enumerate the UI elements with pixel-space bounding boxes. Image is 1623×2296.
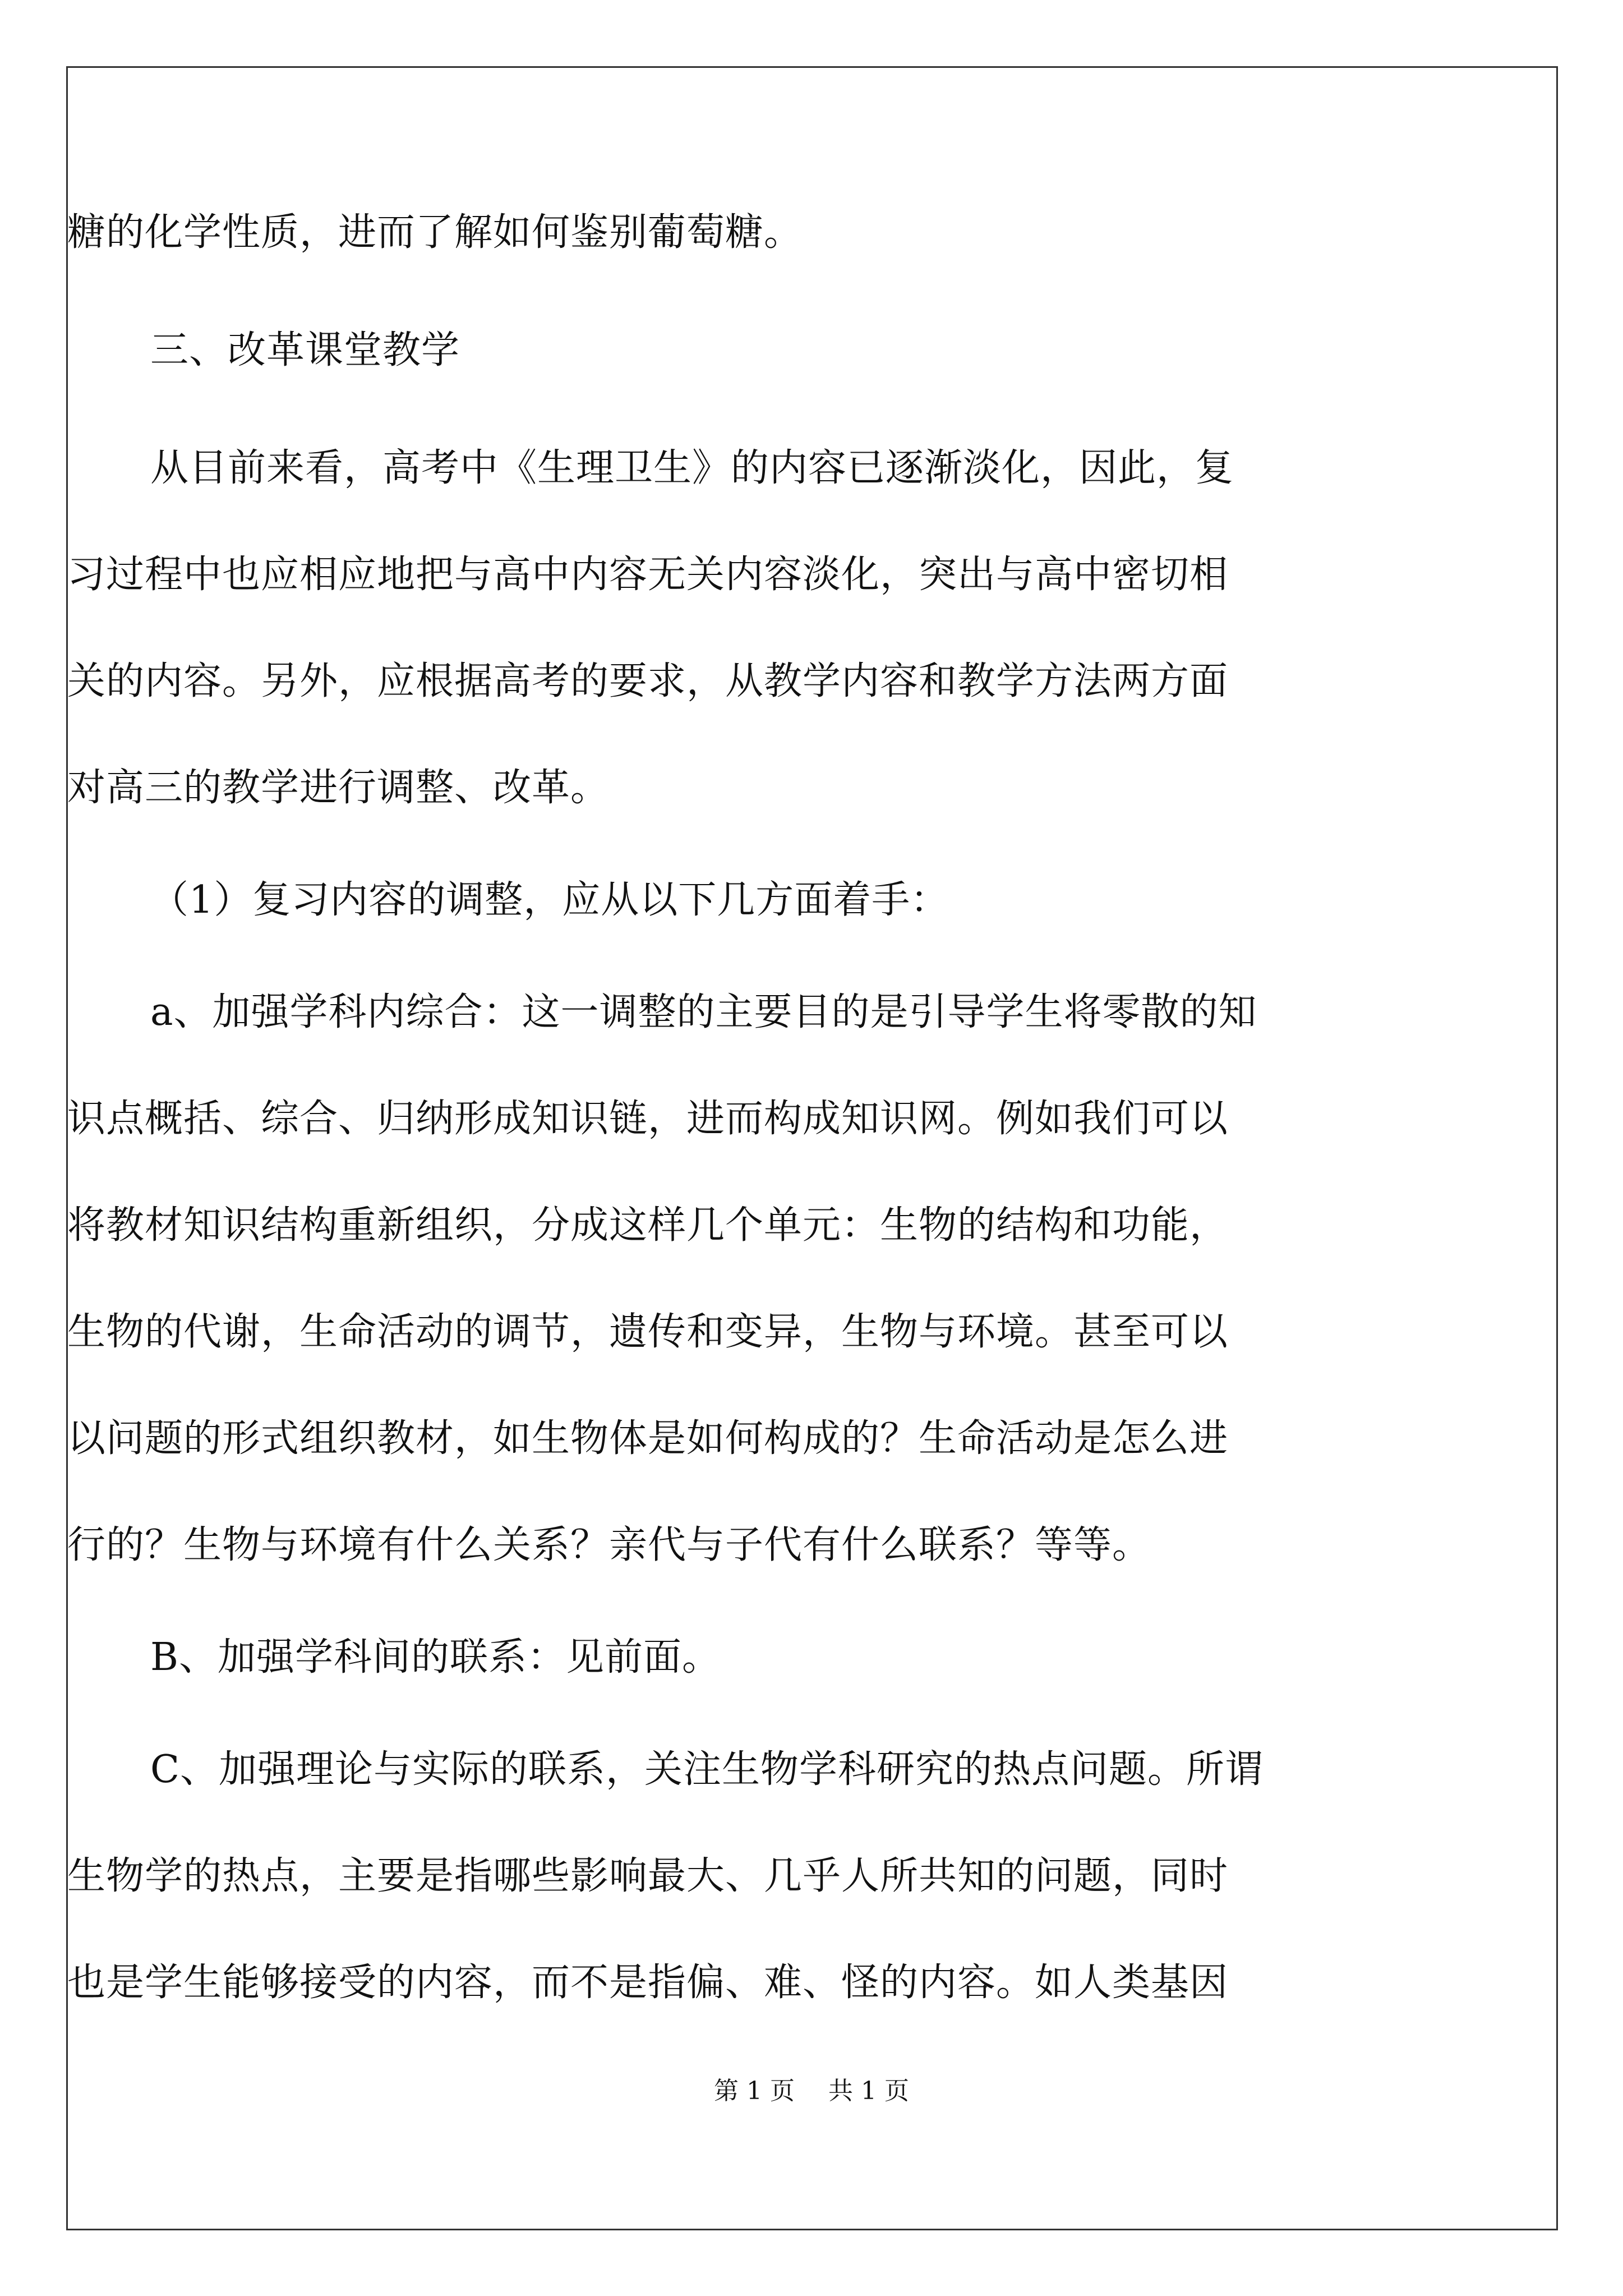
- text-line-17: 也是学生能够接受的内容，而不是指偏、难、怪的内容。如人类基因: [67, 1961, 1229, 2005]
- page-border: [66, 66, 1558, 2230]
- text-line-1: 糖的化学性质，进而了解如何鉴别葡萄糖。: [67, 210, 803, 255]
- text-line-14: B、加强学科间的联系：见前面。: [150, 1635, 721, 1680]
- section-heading: 三、改革课堂教学: [150, 328, 460, 372]
- text-line-7: （1）复习内容的调整，应从以下几方面着手：: [150, 878, 949, 922]
- text-line-8: a、加强学科内综合：这一调整的主要目的是引导学生将零散的知: [150, 990, 1257, 1034]
- text-line-4: 习过程中也应相应地把与高中内容无关内容淡化，突出与高中密切相: [67, 553, 1229, 597]
- page-number: 第 1 页: [714, 2077, 795, 2105]
- text-line-11: 生物的代谢，生命活动的调节，遗传和变异，生物与环境。甚至可以: [67, 1310, 1229, 1354]
- text-line-3: 从目前来看，高考中《生理卫生》的内容已逐渐淡化，因此，复: [150, 446, 1234, 490]
- text-line-13: 行的？生物与环境有什么关系？亲代与子代有什么联系？等等。: [67, 1523, 1151, 1567]
- page-footer: [0, 2076, 1623, 2107]
- text-line-9: 识点概括、综合、归纳形成知识链，进而构成知识网。例如我们可以: [67, 1097, 1229, 1141]
- page-total: 共 1 页: [828, 2077, 909, 2105]
- text-line-12: 以问题的形式组织教材，如生物体是如何构成的？生命活动是怎么进: [67, 1416, 1229, 1461]
- text-line-16: 生物学的热点，主要是指哪些影响最大、几乎人所共知的问题，同时: [67, 1854, 1229, 1898]
- text-line-5: 关的内容。另外，应根据高考的要求，从教学内容和教学方法两方面: [67, 659, 1229, 703]
- text-line-6: 对高三的教学进行调整、改革。: [67, 766, 610, 810]
- text-line-15: C、加强理论与实际的联系，关注生物学科研究的热点问题。所谓: [150, 1747, 1264, 1792]
- text-line-10: 将教材知识结构重新组织，分成这样几个单元：生物的结构和功能，: [67, 1203, 1229, 1248]
